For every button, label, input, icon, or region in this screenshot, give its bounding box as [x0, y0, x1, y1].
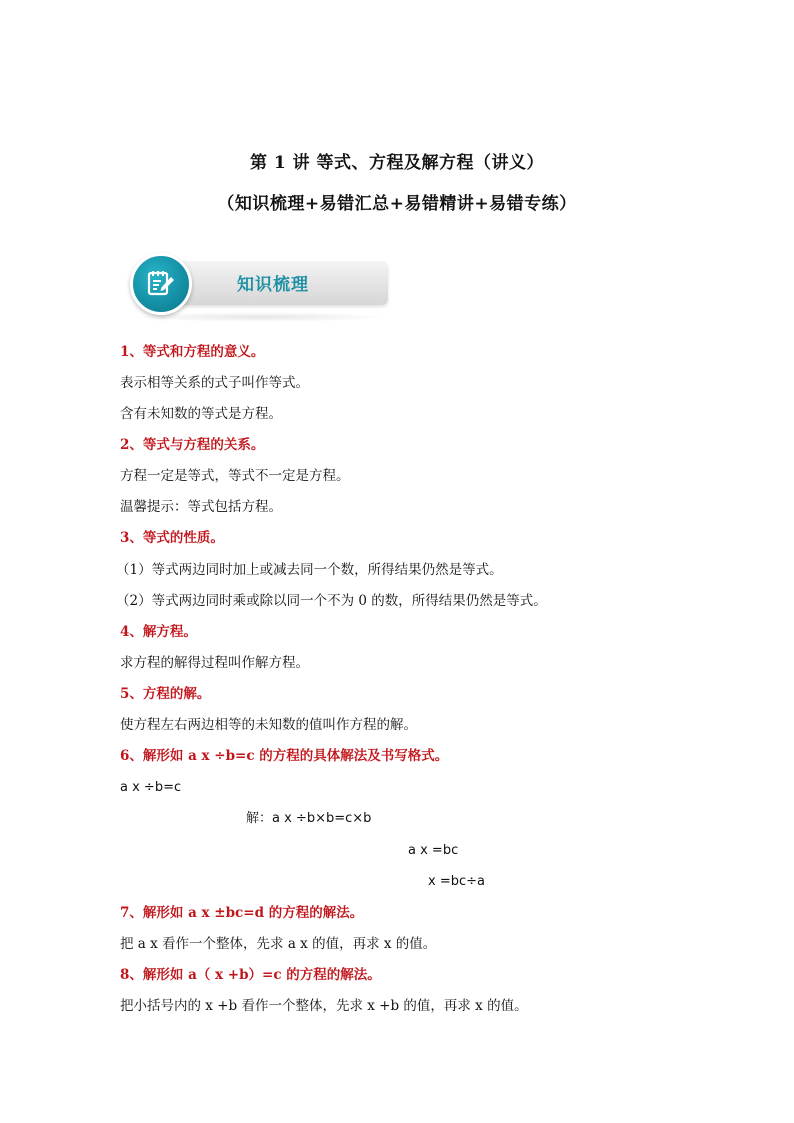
section-heading-1: 1、等式和方程的意义。: [120, 344, 265, 360]
banner-icon-badge: [130, 253, 192, 315]
notepad-pencil-icon: [146, 268, 176, 298]
section-4-line-1: 求方程的解得过程叫作解方程。: [120, 655, 309, 671]
document-subtitle: （知识梳理+易错汇总+易错精讲+易错专练）: [217, 194, 577, 214]
section-8-line-1: 把小括号内的 x +b 看作一个整体，先求 x +b 的值，再求 x 的值。: [120, 998, 528, 1014]
section-5-line-1: 使方程左右两边相等的未知数的值叫作方程的解。: [120, 717, 417, 733]
section-heading-8: 8、解形如 a（ x +b）=c 的方程的解法。: [120, 967, 381, 983]
section-3-line-1: （1）等式两边同时加上或减去同一个数，所得结果仍然是等式。: [116, 562, 503, 578]
section-heading-5: 5、方程的解。: [120, 686, 211, 702]
section-1-line-2: 含有未知数的等式是方程。: [120, 406, 282, 422]
banner-label: 知识梳理: [237, 275, 309, 295]
solution-step-2: a x =bc: [408, 843, 459, 858]
section-heading-7: 7、解形如 a x ±bc=d 的方程的解法。: [120, 905, 364, 921]
section-7-line-1: 把 a x 看作一个整体，先求 a x 的值，再求 x 的值。: [120, 936, 437, 952]
equation-original: a x ÷b=c: [120, 780, 182, 795]
section-banner: [130, 258, 390, 308]
section-heading-4: 4、解方程。: [120, 624, 197, 640]
section-1-line-1: 表示相等关系的式子叫作等式。: [120, 375, 309, 391]
section-heading-6: 6、解形如 a x ÷b=c 的方程的具体解法及书写格式。: [120, 748, 449, 764]
solution-step-3: x =bc÷a: [428, 874, 485, 889]
solution-step-1: 解：a x ÷b×b=c×b: [246, 811, 372, 826]
section-3-line-2: （2）等式两边同时乘或除以同一个不为 0 的数，所得结果仍然是等式。: [116, 593, 547, 609]
section-heading-2: 2、等式与方程的关系。: [120, 437, 265, 453]
document-title: 第 1 讲 等式、方程及解方程（讲义）: [249, 153, 545, 173]
section-2-line-2: 温馨提示：等式包括方程。: [120, 499, 282, 515]
section-heading-3: 3、等式的性质。: [120, 530, 224, 546]
section-2-line-1: 方程一定是等式，等式不一定是方程。: [120, 468, 350, 484]
